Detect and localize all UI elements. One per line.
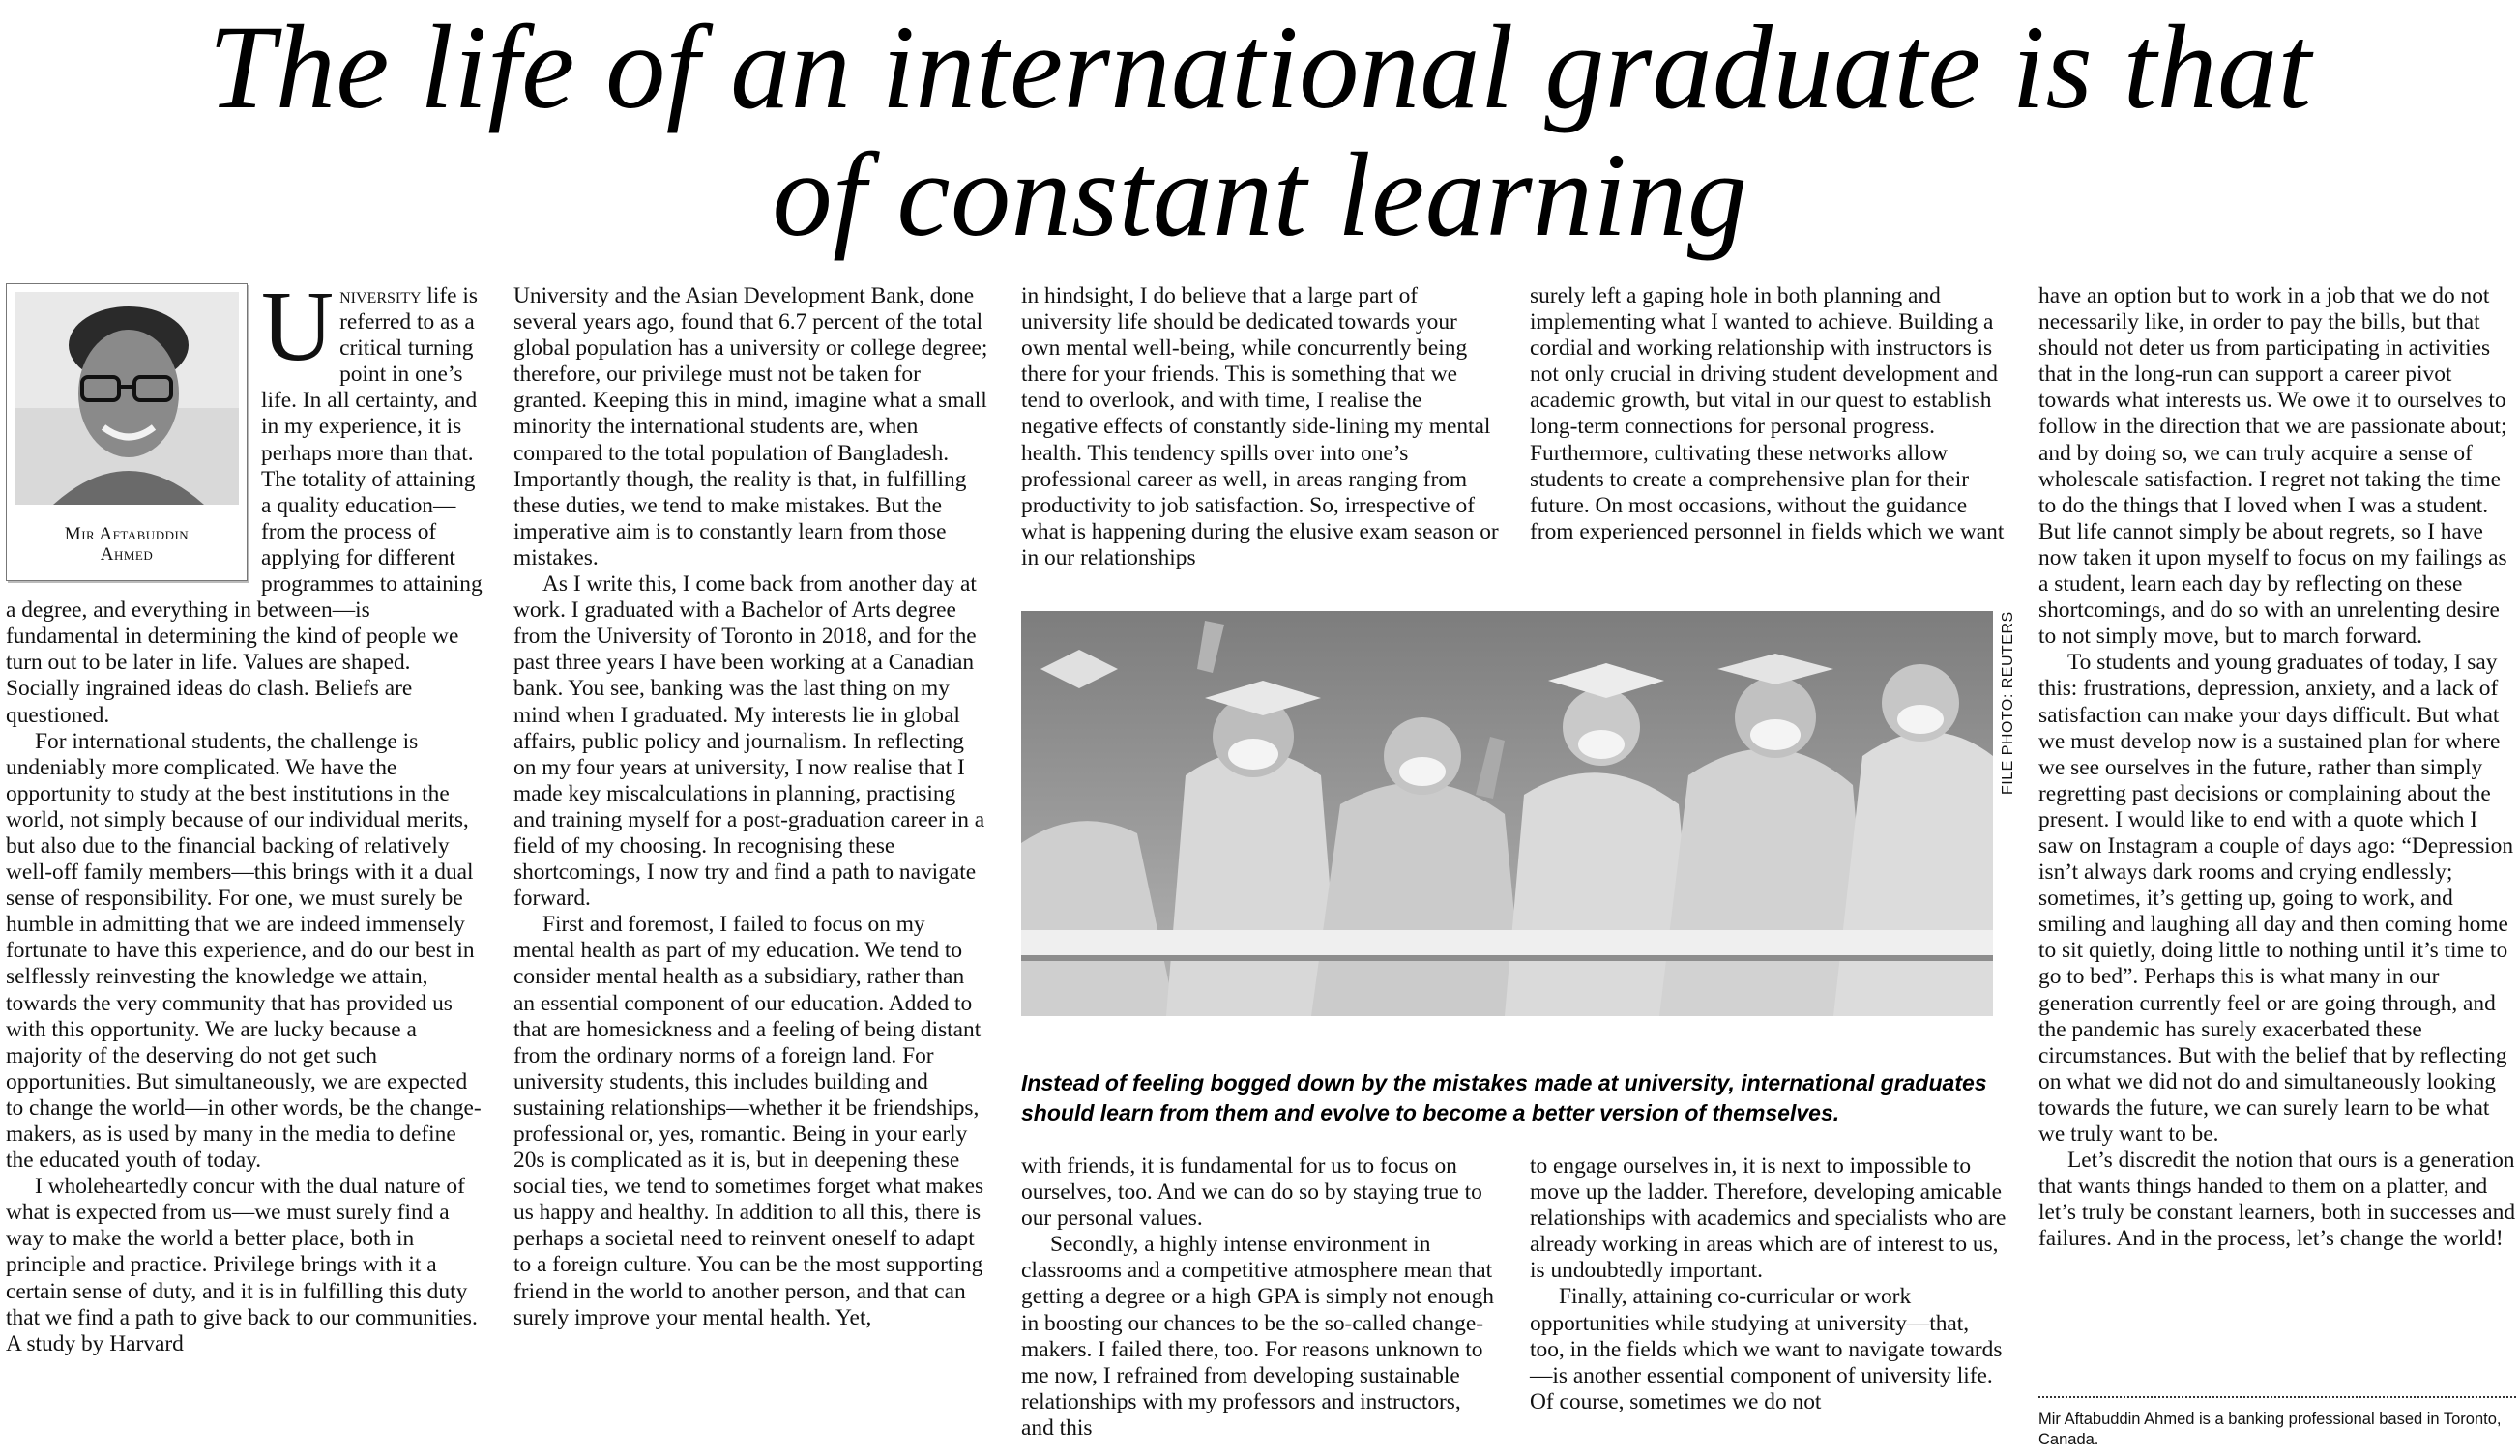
article-paragraph: University and the Asian Development Bank, done several years ago, found that 6.7 percent of the total global population has a university or college degree; therefore, our privilege must not be taken for granted. Keeping this in mind, imagine what a small minority the international students are, when compared to the total population of Bangladesh. Importantly though, the reality is that, in fulfilling these duties, we tend to make mistakes. But the imperative aim is to constantly learn from those mistakes. [513, 283, 988, 570]
article-column-1 [6, 271, 483, 1357]
article-paragraph: For international students, the challenge is undeniably more complicated. We have the opportunity to study at the best institutions in the world, not simply because of our individual merits, but also due to the financial backing of relatively well-off family members—this brings with it a dual sense of responsibility. For one, we must surely be humble in admitting that we are indeed immensely fortunate to have this experience, and do our best in selflessly reinvesting the knowledge we attain, towards the very community that has provided us with this opportunity. We are lucky because a majority of the deserving do not get such opportunities. But simultaneously, we are expected to change the world—in other words, be the change-makers, as is used by many in the media to define the educated youth of today. [6, 728, 482, 1174]
article-paragraph: to engage ourselves in, it is next to impossible to move up the ladder. Therefore, developing amicable relationships with academics and specialists who are already working in areas which are of interest to us, is undoubtedly important. [1530, 1153, 2007, 1284]
article-paragraph: Finally, attaining co-curricular or work opportunities while studying at university—that, too, in the fields which we want to navigate towards—is another essential component of university life. Of course, sometimes we do not [1530, 1284, 2003, 1414]
article-text: life is referred to as a critical turning point in one’s life. In all certainty, and in my experience, it is perhaps more than that. The totality of attaining a quality education—from the process of applying for different programmes to attaining a degree, and everything in between—is fundamental in determining the kind of people we turn out to be later in life. Values are shaped. Socially ingrained ideas do clash. Beliefs are questioned. [6, 283, 483, 728]
photo-caption: Instead of feeling bogged down by the mistakes made at university, international graduates should learn from them and evolve to become a better version of themselves. [1021, 1070, 1987, 1125]
lead-caps: niversity [339, 283, 422, 308]
photo-credit: FILE PHOTO: REUTERS [2000, 611, 2016, 795]
byline-name-line-2: Ahmed [100, 544, 154, 565]
footer-divider [2038, 1396, 2516, 1398]
headline [58, 1, 2462, 261]
article-paragraph: have an option but to work in a job that we do not necessarily like, in order to pay the bills, but that should not deter us from participating in activities that in the long-run can support a career pivot towards what interests us. We owe it to ourselves to follow in the direction that we are passionate about; and by doing so, we can truly acquire a sense of wholescale satisfaction. I regret not taking the time to do the things that I loved when I was a student. But life cannot simply be about regrets, so I have now taken it upon myself to focus on my failings as a student, learn each day by reflecting on these shortcomings, and do so with an unrelenting desire to not simply move, but to march forward. [2038, 283, 2507, 650]
author-note: Mir Aftabuddin Ahmed is a banking professional based in Toronto, Canada. [2038, 1411, 2502, 1448]
article-column-5 [2038, 283, 2516, 1252]
author-portrait-image [15, 292, 239, 505]
article-paragraph: As I write this, I come back from another day at work. I graduated with a Bachelor of Arts degree from the University of Toronto in 2018, and for the past three years I have been working at a Canadian bank. You see, banking was the last thing on my mind when I graduated. My interests lie in global affairs, public policy and journalism. In reflecting on my four years at university, I now realise that I made key miscalculations in planning, practising and training myself for a post-graduation career in a field of my choosing. In recognising these shortcomings, I now try and find a path to navigate forward. [513, 571, 985, 912]
graduation-photo-image [1021, 611, 1993, 1016]
article-paragraph: with friends, it is fundamental for us to focus on ourselves, too. And we can do so by staying true to our personal values. [1021, 1153, 1482, 1232]
article-column-3-bottom [1021, 1153, 1499, 1441]
byline-name-line-1: Mir Aftabuddin [64, 524, 190, 544]
headline-line-2: of constant learning [772, 129, 1748, 261]
byline-box [6, 283, 248, 581]
article-paragraph: in hindsight, I do believe that a large part of university life should be dedicated towards your own mental well-being, while concurrently being there for your friends. This is something that we tend to overlook, and with time, I realise the negative effects of constantly side-lining my mental health. This tendency spills over into one’s professional career as well, in areas ranging from productivity to job satisfaction. So, irrespective of what is happening during the elusive exam season or in our relationships [1021, 283, 1499, 570]
article-column-4-top [1530, 283, 2007, 545]
article-paragraph: First and foremost, I failed to focus on my mental health as part of my education. We tend to consider mental health as a subsidiary, rather than an essential component of our education. Added to that are homesickness and a feeling of being distant from the ordinary norms of a foreign land. For university students, this includes building and sustaining relationships—whether it be friendships, professional or, yes, romantic. Being in your early 20s is complicated as it is, but in deepening these social ties, we tend to sometimes forget what makes us happy and healthy. In addition to all this, there is perhaps a societal need to reinvent oneself to adapt to a foreign culture. You can be the most supporting friend in the world to another person, and that can surely improve your mental health. Yet, [513, 912, 984, 1330]
article-paragraph: I wholeheartedly concur with the dual nature of what is expected from us—we must surely find a way to make the world a better place, both in principle and practice. Privilege brings with it a certain sense of duty, and it is in fulfilling this duty that we find a path to give back to our communities. A study by Harvard [6, 1174, 478, 1356]
graduation-photo [1021, 611, 1993, 1016]
headline-line-1: The life of an international graduate is that [208, 1, 2312, 133]
byline-name [15, 524, 239, 565]
article-paragraph: To students and young graduates of today, I say this: frustrations, depression, anxiety, and a lack of satisfaction can make your days difficult. But what we must develop now is a sustained plan for where we see ourselves in the future, rather than simply regretting past decisions or complaining about the present. I would like to end with a quote which I saw on Instagram a couple of days ago: “Depression isn’t always dark rooms and crying endlessly; sometimes, it’s getting up, going to work, and smiling and laughing all day and then coming home to sit quietly, doing little to nothing until it’s time to go to bed”. Perhaps this is what many in our generation currently feel or are going through, and the pandemic has surely exacerbated these circumstances. But with the belief that by reflecting on what we did not do and simultaneously looking towards the future, we can surely learn to be what we truly want to be. [2038, 650, 2514, 1147]
author-portrait [15, 292, 239, 505]
article-paragraph: surely left a gaping hole in both planning and implementing what I wanted to achieve. Building a cordial and working relationship with instructors is not only crucial in driving student development and academic growth, but vital in our quest to establish long-term connections for personal progress. Furthermore, cultivating these networks allow students to create a comprehensive plan for their future. On most occasions, without the guidance from experienced personnel in fields which we want [1530, 283, 2005, 544]
drop-cap: U [261, 271, 335, 382]
article-column-2 [513, 283, 991, 1331]
article-paragraph: Secondly, a highly intense environment in classrooms and a competitive atmosphere mean that getting a degree or a high GPA is simply not enough in boosting our chances to be the so-called change-makers. I failed there, too. For reasons unknown to me now, I refrained from developing sustainable relationships with my professors and instructors, and this [1021, 1232, 1494, 1441]
article-column-4-bottom [1530, 1153, 2007, 1415]
article-column-3-top [1021, 283, 1499, 571]
article-paragraph: Let’s discredit the notion that ours is a generation that wants things handed to them on a platter, and let’s truly be constant learners, both in successes and failures. And in the process, let’s change the world! [2038, 1148, 2516, 1252]
